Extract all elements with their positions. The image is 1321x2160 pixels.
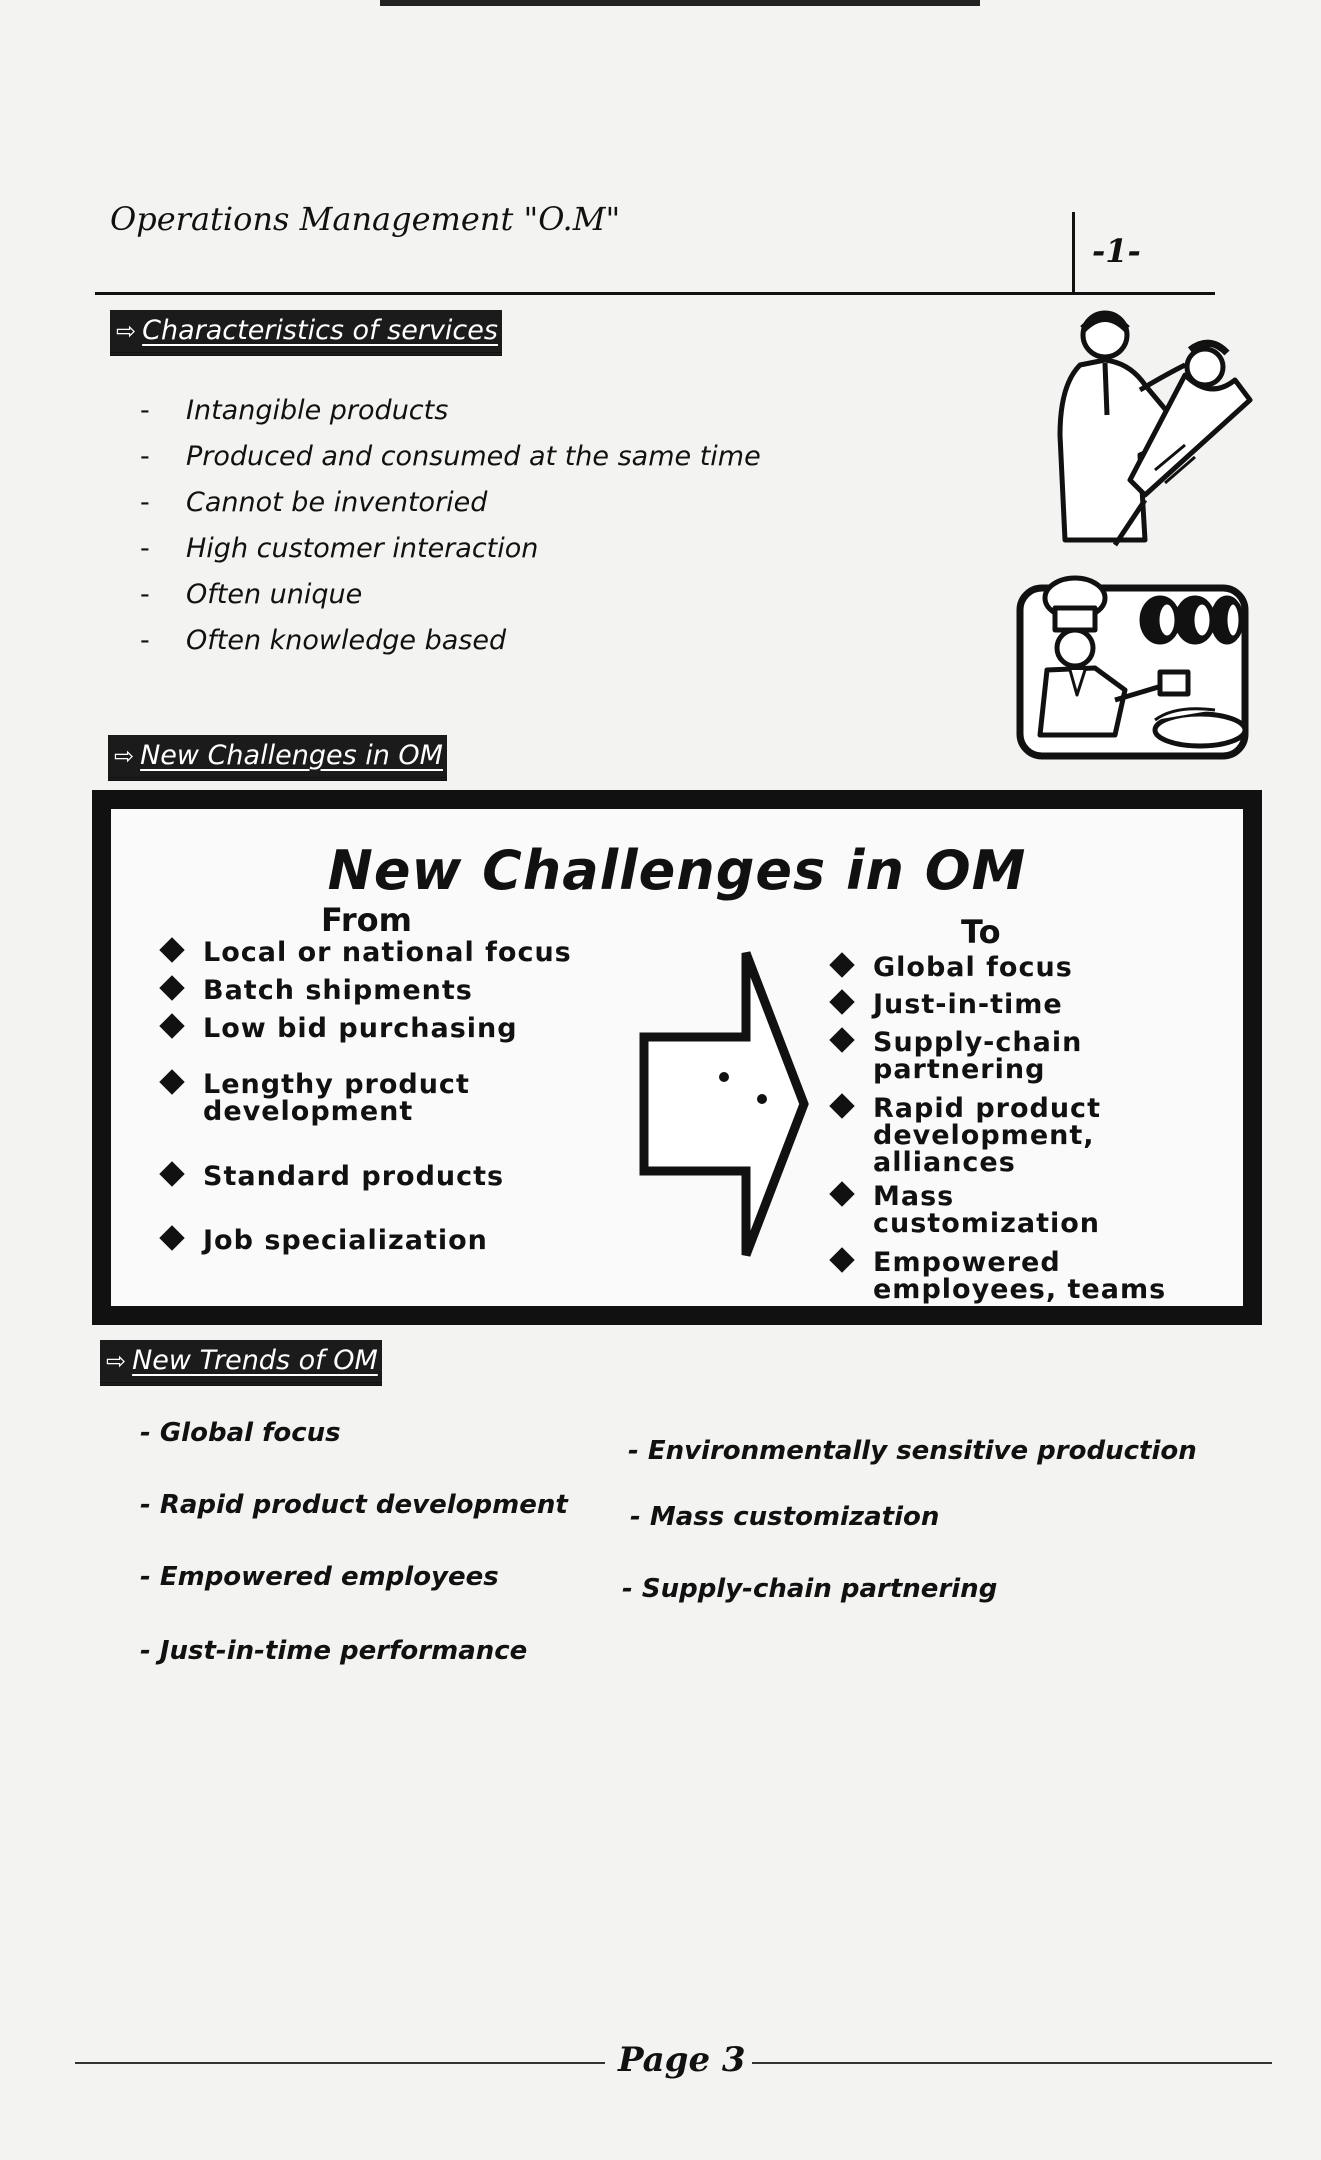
header-rule: [95, 292, 1215, 295]
arrow-right-icon: ⇨: [114, 742, 135, 770]
big-arrow-icon: [636, 949, 811, 1259]
trend-item: - Mass customization: [630, 1502, 940, 1532]
from-item: Local or national focus: [203, 939, 572, 966]
trend-item: - Rapid product development: [140, 1490, 568, 1520]
arrow-right-icon: ⇨: [106, 1347, 127, 1375]
section-heading-characteristics: ⇨ Characteristics of services: [110, 310, 502, 356]
trend-item: - Global focus: [140, 1418, 341, 1448]
challenges-panel-inner: [108, 806, 1246, 1309]
list-item: - Produced and consumed at the same time: [140, 434, 761, 480]
trend-item: - Empowered employees: [140, 1562, 499, 1592]
to-label: To: [961, 913, 1001, 951]
diamond-bullet-icon: [829, 1181, 854, 1206]
list-item: - Cannot be inventoried: [140, 480, 761, 526]
to-item: Global focus: [873, 954, 1073, 981]
trend-item: - Just-in-time performance: [140, 1636, 528, 1666]
dentist-clipart: [1035, 305, 1255, 555]
footer-rule-left: [75, 2062, 605, 2064]
to-item: Mass customization: [873, 1183, 1173, 1237]
footer-page-label: Page 3: [618, 2040, 746, 2080]
chef-clipart: [1015, 570, 1255, 770]
from-item: Job specialization: [203, 1227, 488, 1254]
to-item: Rapid product development, alliances: [873, 1095, 1193, 1176]
list-item: - High customer interaction: [140, 526, 761, 572]
from-label: From: [321, 901, 412, 939]
to-item: Empowered employees, teams: [873, 1249, 1233, 1303]
scan-edge-mark: [380, 0, 980, 6]
challenges-panel: [92, 790, 1262, 1325]
diamond-bullet-icon: [159, 1069, 184, 1094]
from-item: Batch shipments: [203, 977, 473, 1004]
diamond-bullet-icon: [159, 1161, 184, 1186]
to-item: Just-in-time: [873, 991, 1063, 1018]
diamond-bullet-icon: [829, 952, 854, 977]
header-divider: [1072, 212, 1075, 294]
from-item: Lengthy product development: [203, 1071, 543, 1125]
arrow-right-icon: ⇨: [116, 317, 137, 345]
characteristics-list: [140, 388, 761, 664]
diamond-bullet-icon: [829, 1247, 854, 1272]
diamond-bullet-icon: [829, 1093, 854, 1118]
section-heading-challenges: ⇨ New Challenges in OM: [108, 735, 447, 781]
trend-item: - Environmentally sensitive production: [628, 1436, 1197, 1466]
page-title: Operations Management "O.M": [110, 200, 621, 238]
diamond-bullet-icon: [829, 989, 854, 1014]
panel-title: New Challenges in OM: [327, 839, 1027, 902]
list-item: - Intangible products: [140, 388, 761, 434]
list-item: - Often unique: [140, 572, 761, 618]
section-heading-trends: ⇨ New Trends of OM: [100, 1340, 382, 1386]
from-item: Low bid purchasing: [203, 1015, 518, 1042]
trend-item: - Supply-chain partnering: [622, 1574, 998, 1604]
list-item: - Often knowledge based: [140, 618, 761, 664]
diamond-bullet-icon: [159, 975, 184, 1000]
footer-rule-right: [752, 2062, 1272, 2064]
to-item: Supply-chain partnering: [873, 1029, 1173, 1083]
diamond-bullet-icon: [159, 937, 184, 962]
page-number: -1-: [1092, 232, 1141, 270]
from-item: Standard products: [203, 1163, 504, 1190]
diamond-bullet-icon: [159, 1225, 184, 1250]
diamond-bullet-icon: [829, 1027, 854, 1052]
diamond-bullet-icon: [159, 1013, 184, 1038]
